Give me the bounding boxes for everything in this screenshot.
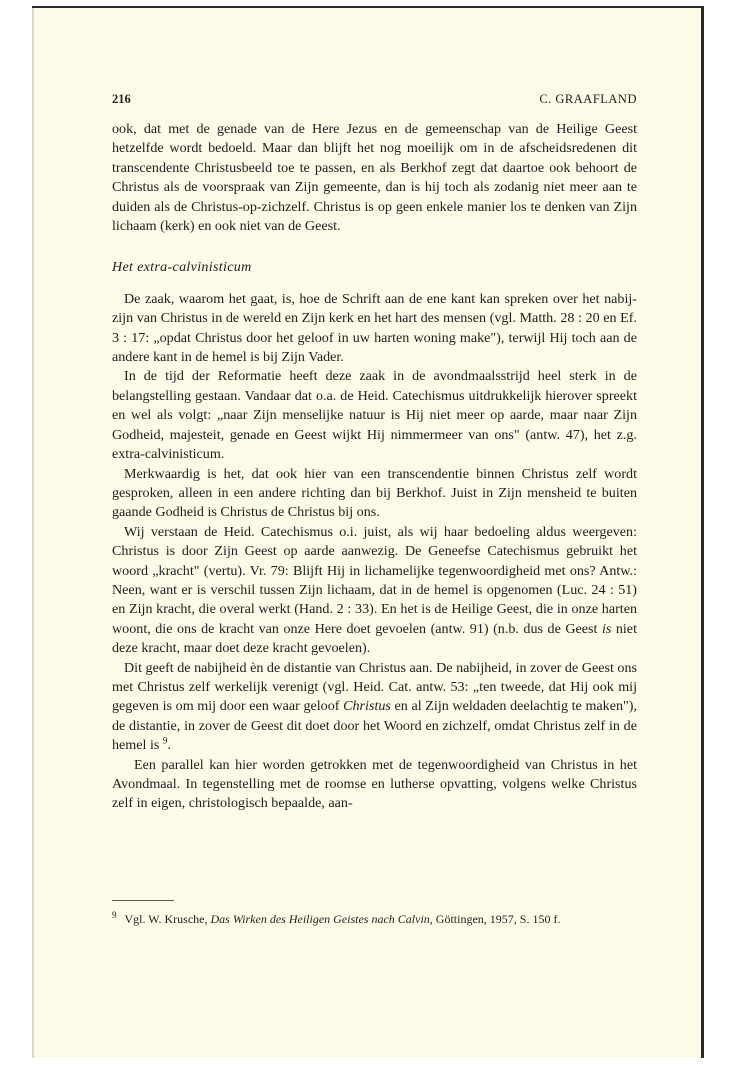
paragraph-4-text-a: Wij verstaan de Heid. Catechismus o.i. juist, als wij haar bedoeling aldus weergeven: Christus is door Zijn Geest op aarde aanwezig. De Geneefse Catechismus gebruikt het woord „kracht" (vertu). Vr. 79: Blijft Hij in lichamelijke tegenwoordigheid met ons? Antw.: Neen, want er is verschil tussen Zijn lichaam, dat in de hemel is opgenomen (Luc. 24 : 51) en Zijn kracht, die overal werkt (Hand. 2 : 33). En het is de Heilige Geest, die in onze harten woont, die ons de kracht van onze Here doet gevoelen (antw. 91) (n.b. dus de Geest	[112, 523, 637, 637]
paragraph-5-text-b: en al Zijn weldaden deelachtig te maken"), de distantie, in zover de Geest dit doet door het Woord en zichzelf, omdat Christus zelf in de hemel is	[112, 698, 637, 754]
paragraph-6: Een parallel kan hier worden getrokken met de tegenwoordigheid van Christus in het Avondmaal. In tegenstelling met de roomse en lutherse opvatting, volgens welke Christus zelf in eigen, christologisch bepaalde, aan-	[112, 756, 637, 812]
paragraph-4-text-b: niet deze kracht, maar doet deze kracht gevoelen).	[112, 620, 637, 657]
paragraph-continuation: ook, dat met de genade van de Here Jezus en de gemeenschap van de Heilige Geest hetzelfde wordt bedoeld. Maar dan blijft het nog moeilijk om in de afscheidsredenen dit transcendente Christusbeeld toe te passen, en als Berkhof zegt dat daartoe ook behoort de Christus als de voorspraak van Zijn gemeente, dan is hij toch als zodanig niet meer aan te duiden als de Christus-op-zichzelf. Christus is op geen enkele manier los te denken van Zijn lichaam (kerk) en ook niet van de Geest.	[112, 121, 637, 235]
running-title: C. GRAAFLAND	[539, 92, 637, 106]
paragraph-1: De zaak, waarom het gaat, is, hoe de Schrift aan de ene kant kan spreken over het nabij-zijn van Christus in de wereld en Zijn kerk en het hart des mensen (vgl. Matth. 28 : 20 en Ef. 3 : 17: „opdat Christus door het geloof in uw harten woning make"), terwijl Hij toch aan de andere kant in de hemel is bij Zijn Vader.	[112, 290, 637, 366]
paragraph-4-emphasis: is	[601, 620, 612, 637]
paragraph-3: Merkwaardig is het, dat ook hier van een transcendentie binnen Christus zelf wordt gesproken, alleen in een andere richting dan bij Berkhof. Juist in Zijn mensheid te buiten gaande Godheid is Christus de Christus bij ons.	[112, 465, 637, 521]
footnote	[112, 908, 637, 927]
paragraph-5	[112, 659, 637, 756]
page-edge-shadow	[32, 8, 34, 1058]
paragraph-5-emphasis: Christus	[343, 698, 391, 715]
paragraph-4	[112, 523, 637, 659]
footnote-book-title: Das Wirken des Heiligen Geistes nach Calvin	[210, 912, 430, 926]
running-header	[112, 92, 637, 107]
footnote-divider	[112, 900, 174, 901]
footnote-text-b: , Göttingen, 1957, S. 150 f.	[429, 912, 561, 926]
page-right-border	[701, 8, 704, 1058]
paragraph-5-text-a: Dit geeft de nabijheid èn de distantie van Christus aan. De nabijheid, in zover de Geest ons met Christus zelf werkelijk verenigt (vgl. Heid. Cat. antw. 53: „ten tweede, dat Hij ook mij gegeven is om mij door een waar geloof	[112, 659, 637, 715]
paragraph-2: In de tijd der Reformatie heeft deze zaak in de avondmaalsstrijd heel sterk in de belangstelling gestaan. Vandaar dat o.a. de Heid. Catechismus uitdrukkelijk hierover spreekt en wel als volgt: „naar Zijn menselijke natuur is Hij niet meer op aarde, maar naar Zijn Godheid, majesteit, genade en Geest wijkt Hij nimmermeer van ons" (antw. 47), het z.g. extra-calvinisticum.	[112, 368, 637, 463]
section-heading: Het extra-calvinisticum	[112, 259, 252, 276]
page-number: 216	[112, 92, 131, 106]
footnote-text-a: Vgl. W. Krusche,	[124, 912, 211, 926]
footnote-mark: 9	[112, 910, 117, 920]
paragraph-5-text-c: .	[167, 737, 171, 754]
body-text	[112, 120, 637, 814]
footnote-reference: 9	[162, 735, 168, 746]
